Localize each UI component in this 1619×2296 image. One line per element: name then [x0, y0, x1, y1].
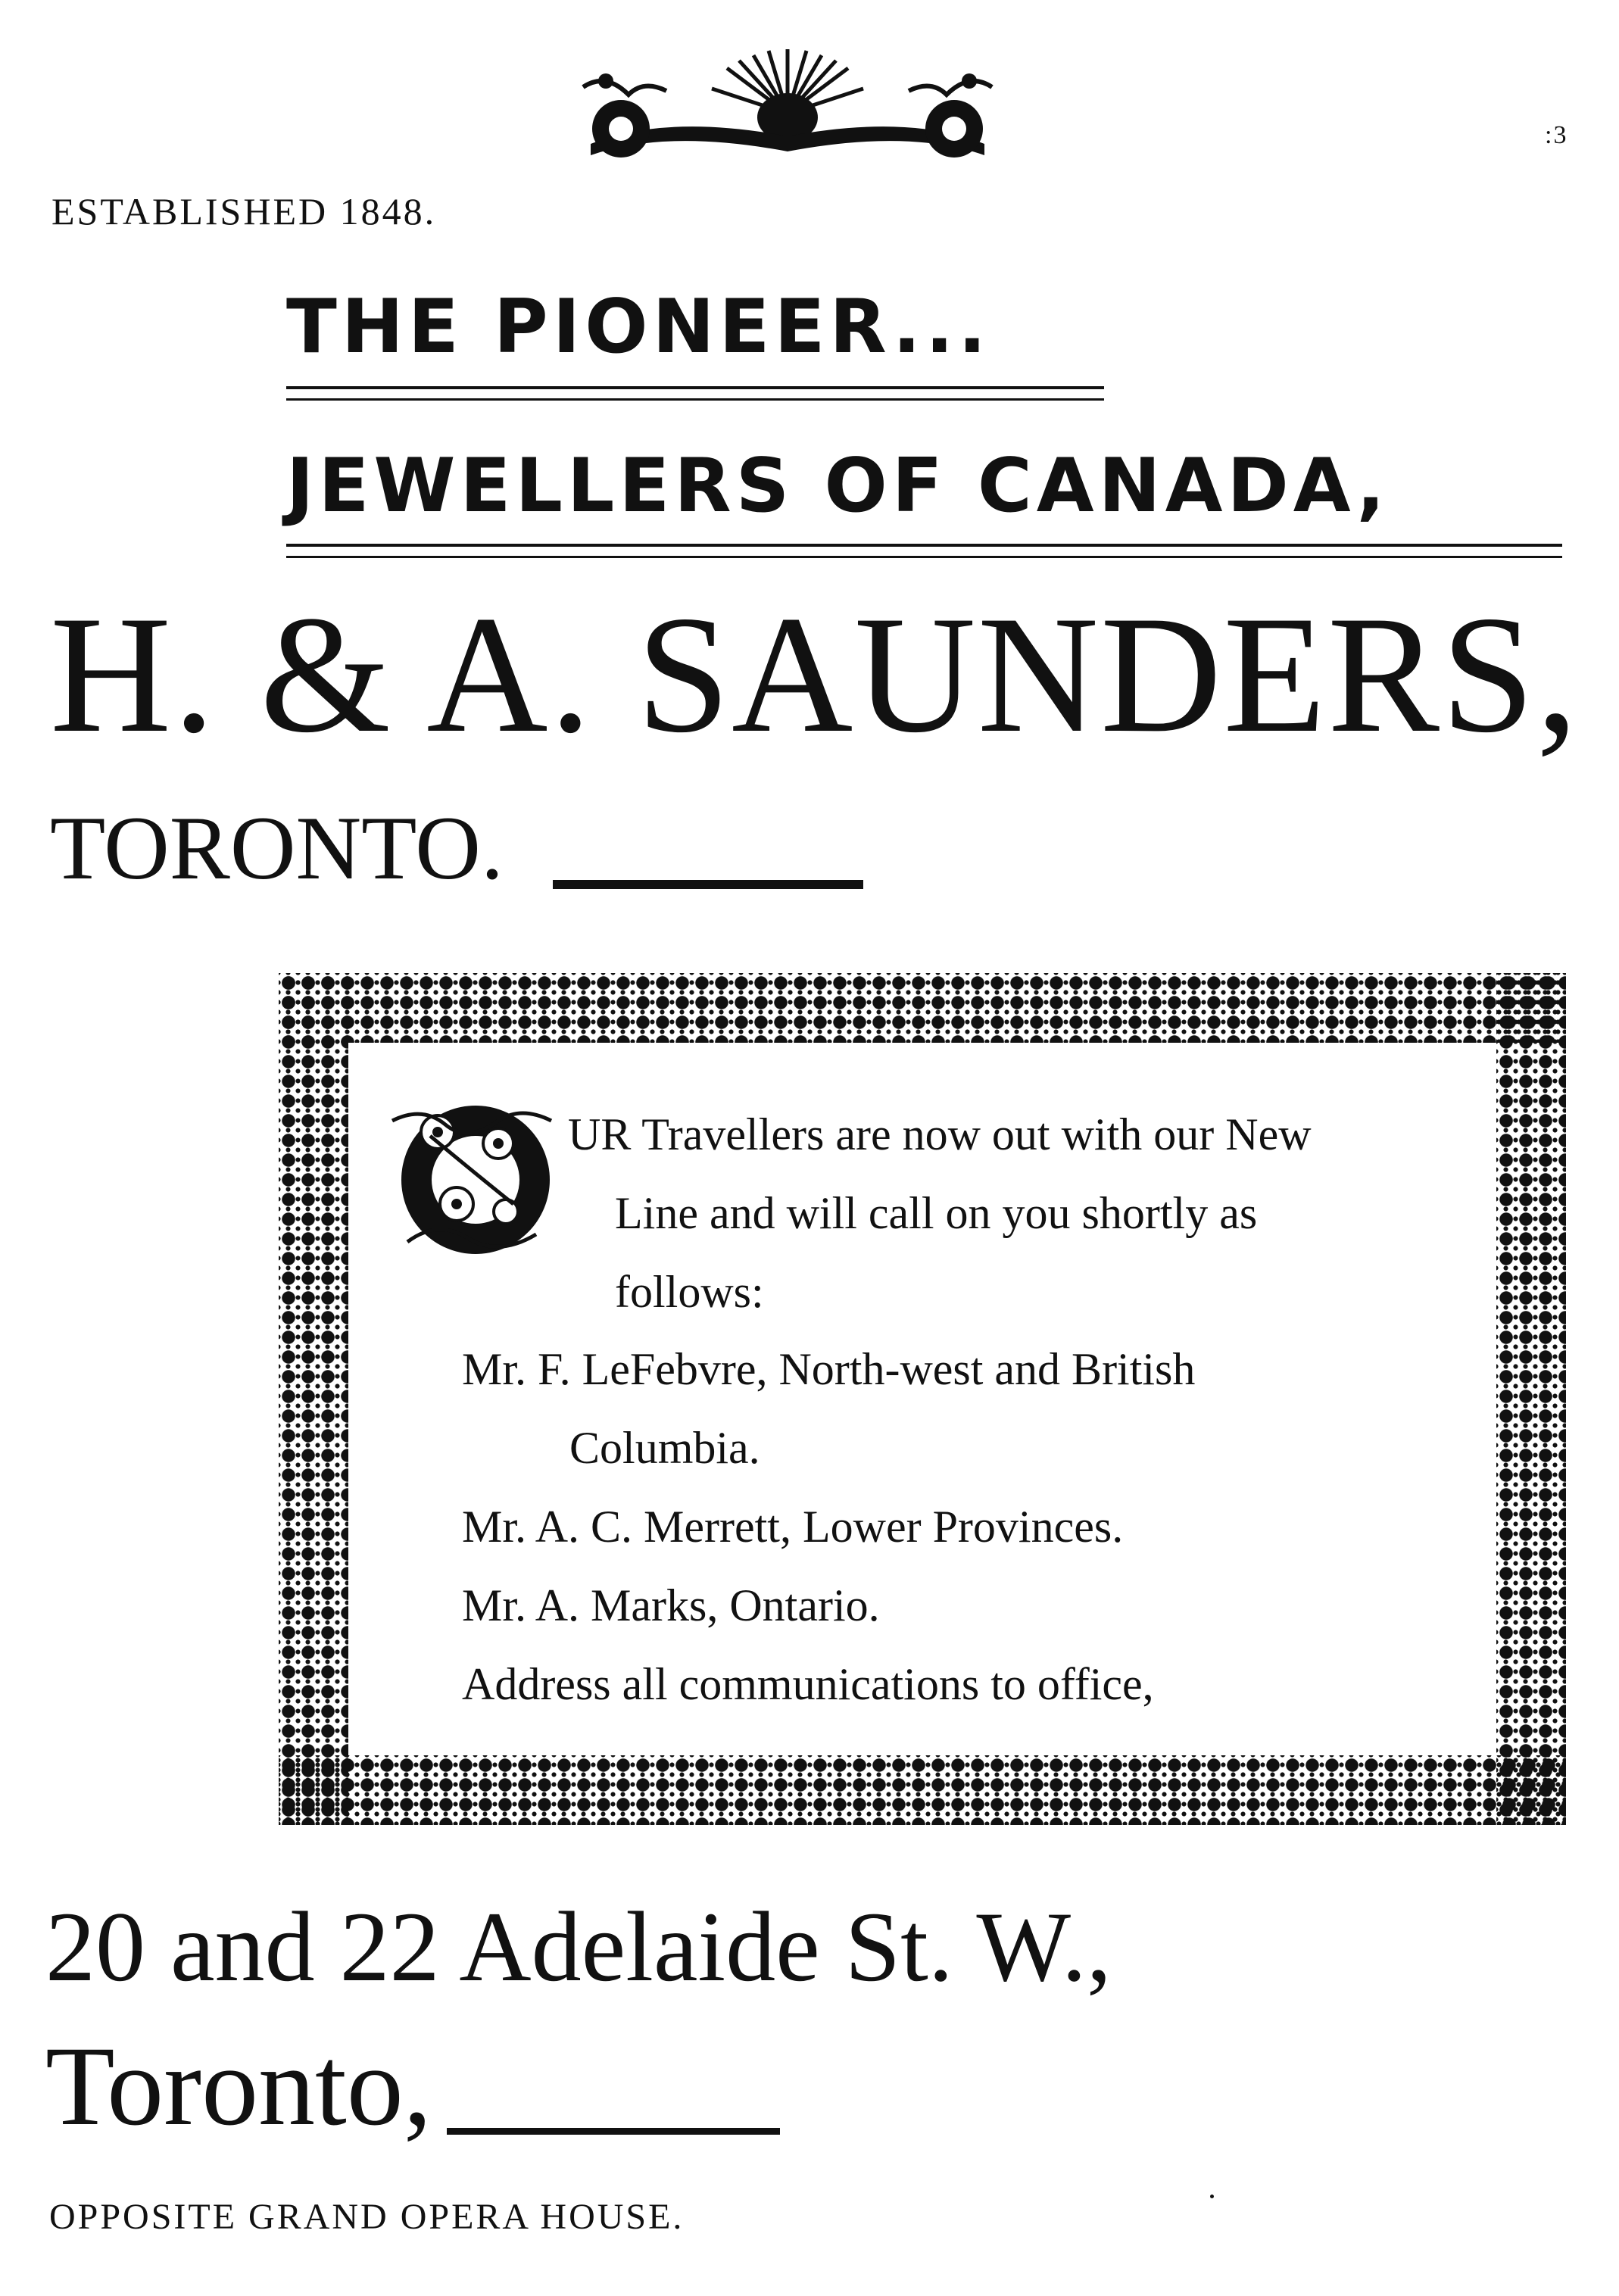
headline-jewellers: JEWELLERS OF CANADA,: [286, 443, 1390, 529]
notice-line: Mr. A. C. Merrett, Lower Provinces.: [462, 1502, 1124, 1552]
dotted-border-left: [279, 973, 348, 1825]
notice-line: Columbia.: [569, 1423, 760, 1473]
notice-line: Mr. F. LeFebvre, North-west and British: [462, 1344, 1196, 1394]
city-footer: Toronto,: [45, 2023, 432, 2149]
dash-rule: [447, 2128, 780, 2135]
notice-line: follows:: [615, 1267, 764, 1317]
dotted-border-top: [279, 973, 1566, 1043]
masthead-ornament: [560, 42, 1015, 163]
landmark-note: OPPOSITE GRAND OPERA HOUSE.: [49, 2197, 685, 2237]
notice-line: Mr. A. Marks, Ontario.: [462, 1580, 880, 1630]
dotted-border-right: [1496, 973, 1566, 1825]
page-mark: :3: [1545, 121, 1568, 149]
dotted-border-bottom: [279, 1755, 1566, 1825]
double-rule: [286, 544, 1562, 558]
notice-line: Line and will call on you shortly as: [615, 1188, 1258, 1238]
notice-line: Address all communications to office,: [462, 1659, 1154, 1709]
sunburst-floral-banner-icon: [560, 42, 1015, 163]
floral-initial-o-icon: [385, 1090, 559, 1265]
drop-cap: [385, 1090, 559, 1265]
established-line: ESTABLISHED 1848.: [51, 190, 437, 232]
street-address: 20 and 22 Adelaide St. W.,: [45, 1891, 1112, 2002]
notice-line: UR Travellers are now out with our New: [568, 1109, 1312, 1159]
firm-name: H. & A. SAUNDERS,: [50, 582, 1580, 768]
dash-rule: [553, 880, 863, 889]
city-heading: TORONTO.: [50, 797, 504, 898]
double-rule: [286, 386, 1104, 401]
print-speck: [1210, 2195, 1214, 2198]
headline-pioneer: THE PIONEER...: [286, 284, 991, 370]
